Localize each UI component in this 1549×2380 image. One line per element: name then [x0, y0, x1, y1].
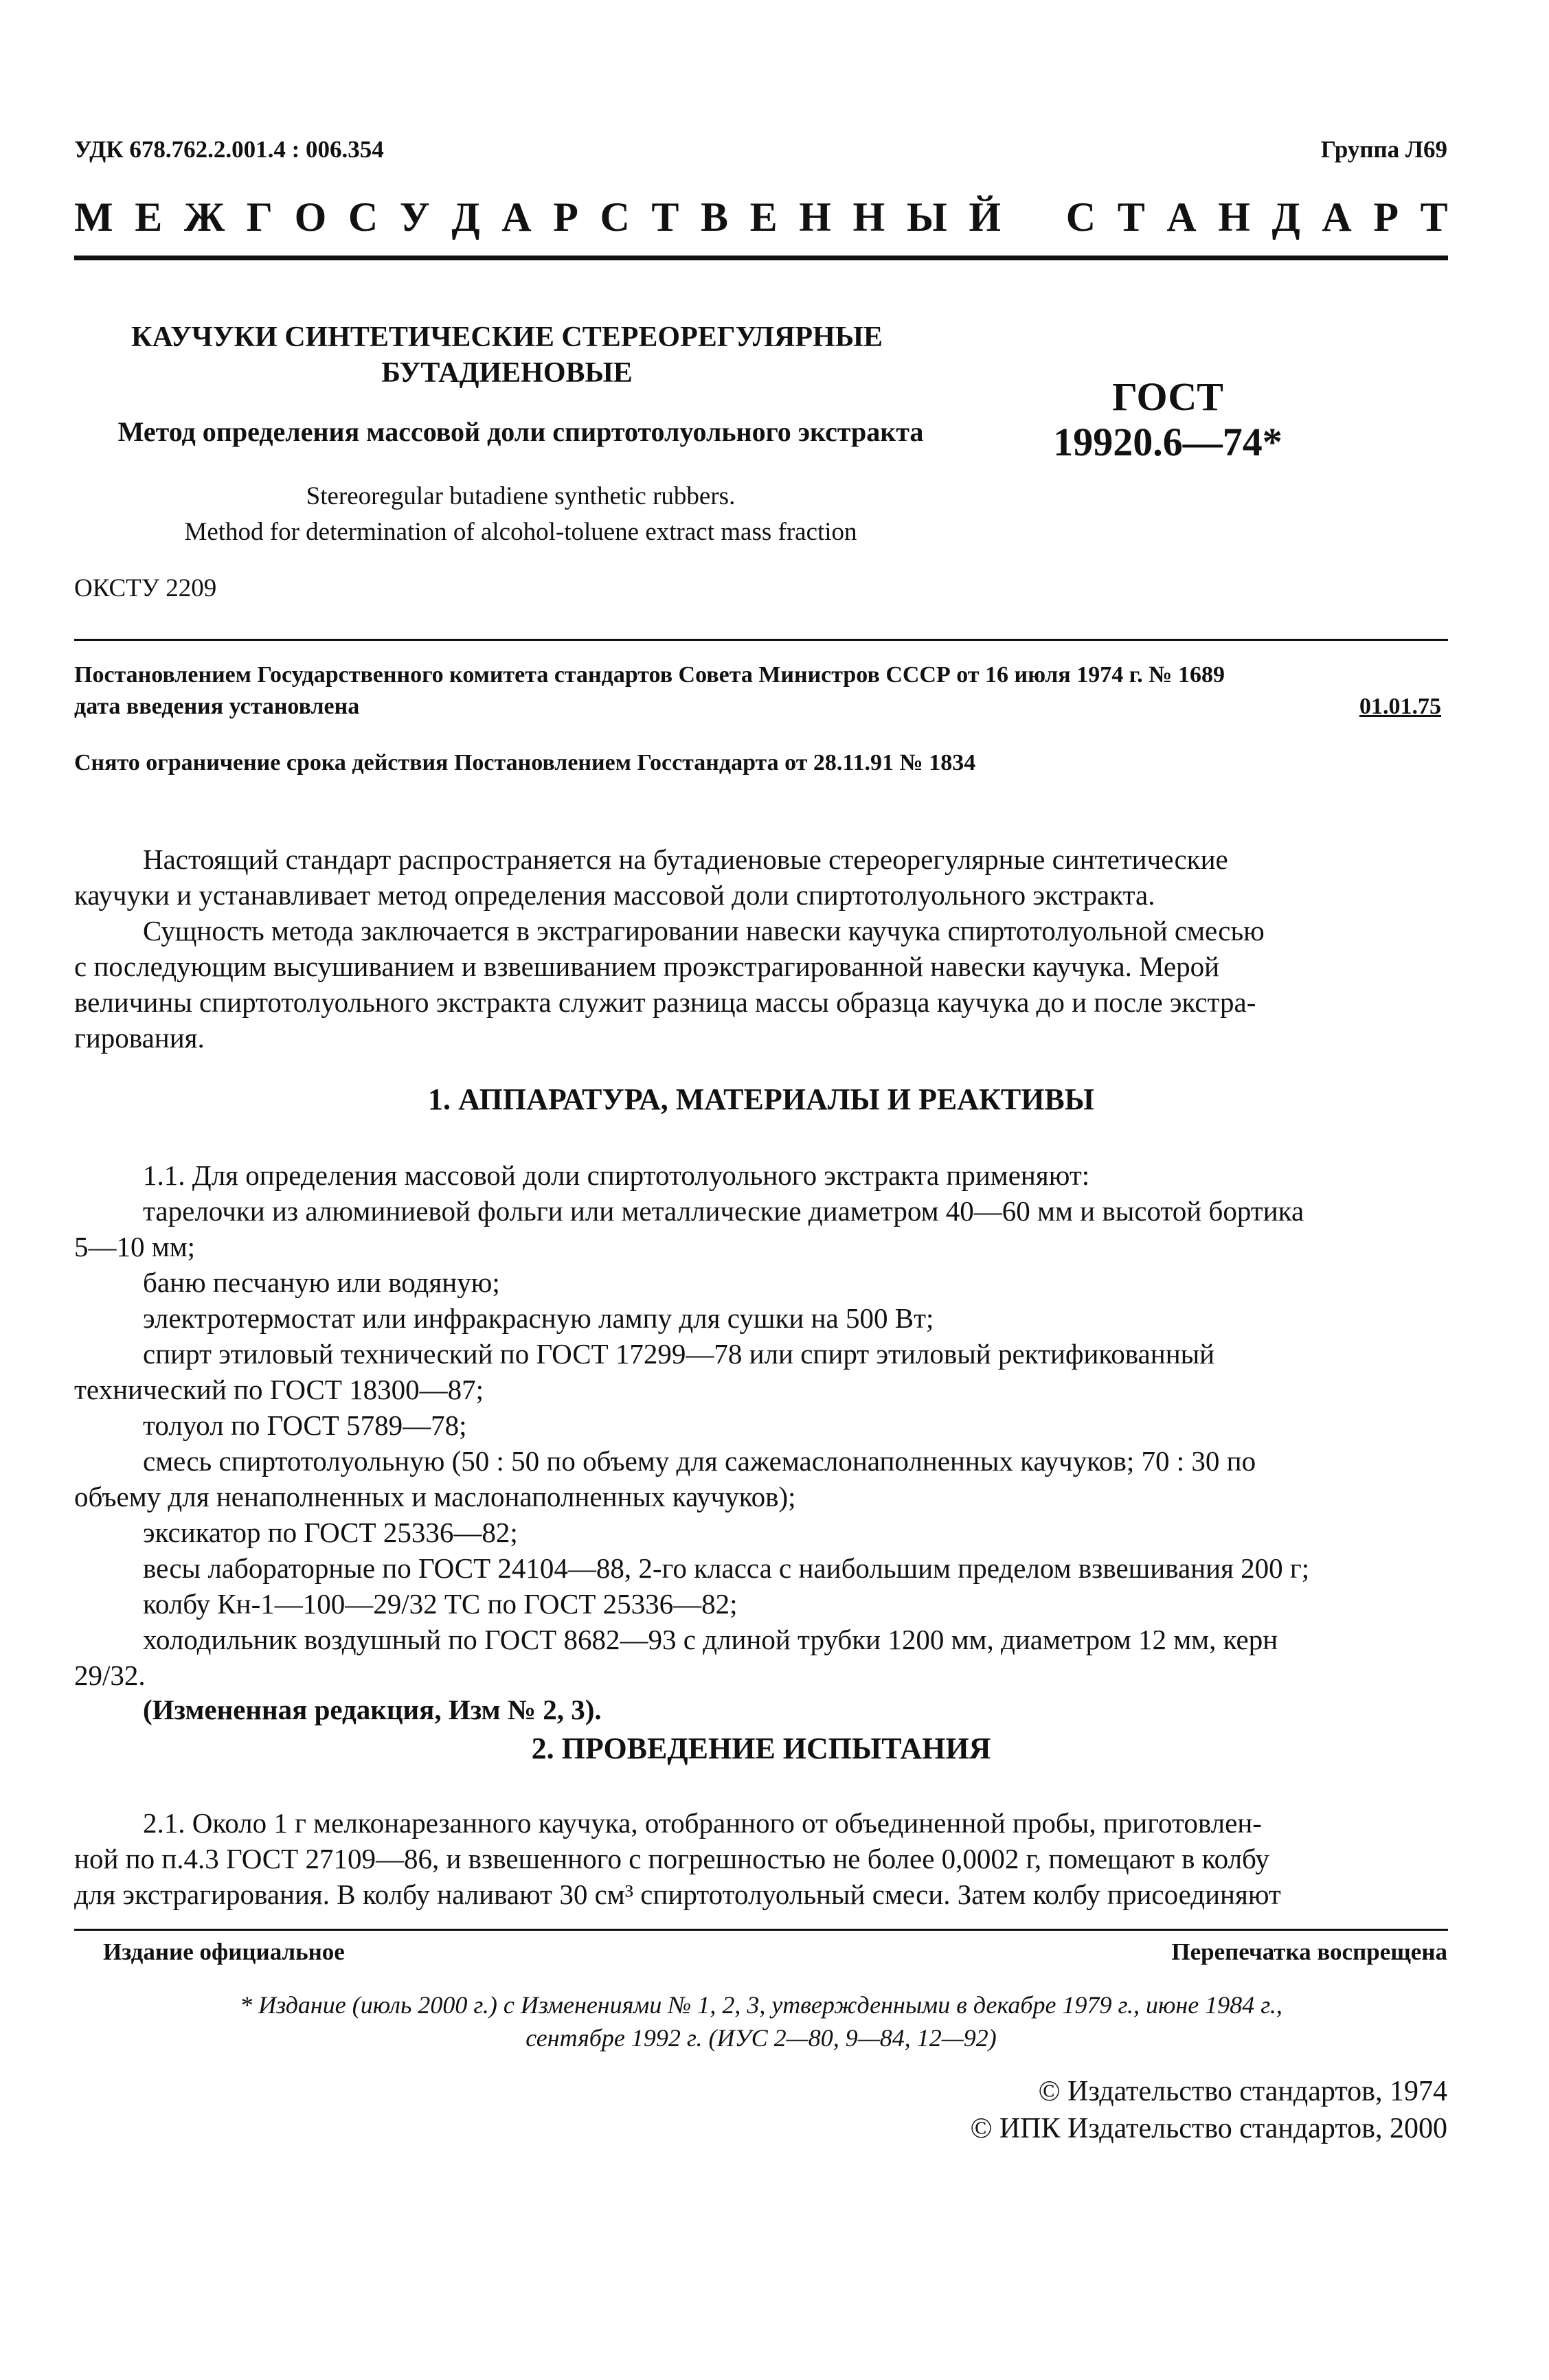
- section-1-line: 5—10 мм;: [74, 1231, 196, 1262]
- section-1-heading: 1. АППАРАТУРА, МАТЕРИАЛЫ И РЕАКТИВЫ: [428, 1083, 1094, 1116]
- section-1-line: тарелочки из алюминиевой фольги или металлические диаметром 40—60 мм и высотой бортика: [143, 1195, 1304, 1227]
- decree-line-2: [74, 691, 1448, 723]
- standard-kind-letter: Н: [1218, 194, 1250, 240]
- footer-divider: [74, 1929, 1448, 1931]
- section-2-line: ной по п.4.3 ГОСТ 27109—86, и взвешенного с погрешностью не более 0,0002 г, помещают в колбу: [74, 1843, 1269, 1874]
- standard-kind-letter: У: [399, 194, 430, 240]
- intro-p1-line-1: Настоящий стандарт распространяется на бутадиеновые стереорегулярные синтетические: [143, 843, 1228, 875]
- official-edition-label: Издание официальное: [103, 1938, 345, 1965]
- section-1-line: баню песчаную или водяную;: [143, 1267, 500, 1298]
- edition-note-line-2: сентябре 1992 г. (ИУС 2—80, 9—84, 12—92): [525, 2024, 997, 2052]
- intro-p2-line-2: с последующим высушиванием и взвешиванием проэкстрагированной навески каучука. Мерой: [74, 951, 1220, 982]
- standard-kind-letter: Д: [1271, 194, 1300, 240]
- method-title: Метод определения массовой доли спиртотолуольного экстракта: [117, 416, 924, 447]
- intro-p2-line-1: Сущность метода заключается в экстрагировании навески каучука спиртотолуольной смесью: [143, 915, 1265, 947]
- standard-kind-letter: М: [74, 194, 113, 240]
- section-2-body: [74, 1805, 1448, 1912]
- standard-kind-letter: Н: [852, 194, 885, 240]
- section-1-line: колбу Кн-1—100—29/32 ТС по ГОСТ 25336—82;: [143, 1588, 738, 1620]
- section-1-line: холодильник воздушный по ГОСТ 8682—93 с длиной трубки 1200 мм, диаметром 12 мм, керн: [143, 1624, 1278, 1655]
- standard-kind-letter: А: [1322, 194, 1352, 240]
- section-2-heading: 2. ПРОВЕДЕНИЕ ИСПЫТАНИЯ: [531, 1732, 991, 1765]
- section-2-line: для экстрагирования. В колбу наливают 30 см³ спиртотолуольный смеси. Затем колбу присоединяют: [74, 1879, 1281, 1910]
- standard-kind-letter: Н: [799, 194, 831, 240]
- standard-kind-letter: А: [1166, 194, 1197, 240]
- standard-kind-letter: В: [701, 194, 729, 240]
- copyright-line-2: © ИПК Издательство стандартов, 2000: [970, 2113, 1447, 2144]
- decree-block: [74, 659, 1448, 723]
- standard-kind-letter: Ы: [906, 194, 947, 240]
- section-1-line: весы лабораторные по ГОСТ 24104—88, 2-го класса с наибольшим пределом взвешивания 200 г;: [143, 1552, 1310, 1584]
- gost-number: 19920.6—74*: [1053, 420, 1282, 464]
- standard-kind-letter: Т: [1420, 194, 1448, 240]
- standard-kind-letter: Е: [135, 194, 163, 240]
- standard-kind-letter: Е: [749, 194, 778, 240]
- intro-p2-line-4: гирования.: [74, 1022, 205, 1054]
- english-title-line-2: Method for determination of alcohol-toluene extract mass fraction: [184, 518, 857, 546]
- standard-kind-letter: Р: [1373, 194, 1399, 240]
- section-1-line: электротермостат или инфракрасную лампу для сушки на 500 Вт;: [143, 1302, 934, 1334]
- title-line-1: КАУЧУКИ СИНТЕТИЧЕСКИЕ СТЕРЕОРЕГУЛЯРНЫЕ: [131, 321, 883, 353]
- udk-code: УДК 678.762.2.001.4 : 006.354: [74, 136, 384, 163]
- reprint-notice: Перепечатка воспрещена: [1171, 1938, 1447, 1965]
- group-code: Группа Л69: [1320, 136, 1447, 163]
- standard-kind-letter: О: [294, 194, 327, 240]
- english-title: [74, 479, 967, 550]
- standard-kind-letter: Д: [451, 194, 480, 240]
- decree-line-1: Постановлением Государственного комитета стандартов Совета Министров СССР от 16 июля 1974 г. № 1689: [74, 662, 1225, 688]
- section-1-line: технический по ГОСТ 18300—87;: [74, 1374, 484, 1405]
- title-block: [74, 319, 940, 391]
- copyright-line-1: © Издательство стандартов, 1974: [1038, 2076, 1447, 2107]
- title-line-2: БУТАДИЕНОВЫЕ: [381, 357, 633, 389]
- standard-kind-letter: С: [348, 194, 378, 240]
- section-1-amendment: (Измененная редакция, Изм № 2, 3).: [143, 1694, 602, 1725]
- decree-date-label: дата введения установлена: [74, 694, 360, 719]
- section-1-line: спирт этиловый технический по ГОСТ 17299—78 или спирт этиловый ректификованный: [143, 1338, 1215, 1370]
- oksty-code: ОКСТУ 2209: [74, 574, 217, 602]
- section-1-line: 1.1. Для определения массовой доли спиртотолуольного экстракта применяют:: [143, 1159, 1090, 1191]
- standard-kind-letter: Р: [553, 194, 578, 240]
- standard-kind-letter: Т: [651, 194, 679, 240]
- section-1-line: толуол по ГОСТ 5789—78;: [143, 1409, 467, 1441]
- intro-p1-line-2: каучуки и устанавливает метод определения массовой доли спиртотолуольного экстракта.: [74, 879, 1155, 911]
- section-1-line: смесь спиртотолуольную (50 : 50 по объему для сажемаслонаполненных каучуков; 70 : 30 по: [143, 1445, 1256, 1477]
- section-1-body: [74, 1157, 1448, 1693]
- edition-note: [74, 1988, 1448, 2054]
- standard-kind-heading: [74, 194, 1448, 241]
- gost-designation: [1017, 374, 1319, 465]
- section-1-line: эксикатор по ГОСТ 25336—82;: [143, 1517, 518, 1548]
- standard-kind-letter: Й: [969, 194, 1001, 240]
- standard-kind-letter: С: [1065, 194, 1096, 240]
- standard-kind-letter: Ж: [183, 194, 225, 240]
- standard-kind-letter: А: [501, 194, 532, 240]
- section-2-line: 2.1. Около 1 г мелконарезанного каучука, отобранного от объединенной пробы, приготовлен-: [143, 1807, 1262, 1839]
- header-double-rule: [74, 256, 1448, 260]
- decree-date-value: 01.01.75: [1359, 694, 1441, 719]
- standard-kind-letter: С: [600, 194, 630, 240]
- section-1-line: 29/32.: [74, 1659, 146, 1691]
- english-title-line-1: Stereoregular butadiene synthetic rubbers.: [306, 482, 736, 510]
- intro-paragraph-2: [74, 913, 1448, 1056]
- intro-p2-line-3: величины спиртотолуольного экстракта служит разница массы образца каучука до и после экстра-: [74, 986, 1256, 1018]
- standard-kind-letter: Г: [246, 194, 273, 240]
- copyright-block: [970, 2073, 1447, 2147]
- standard-kind-letter: Т: [1117, 194, 1145, 240]
- restriction-note: Снято ограничение срока действия Постановлением Госстандарта от 28.11.91 № 1834: [74, 750, 976, 775]
- intro-paragraph-1: [74, 841, 1448, 913]
- title-divider: [74, 639, 1448, 641]
- edition-note-line-1: * Издание (июль 2000 г.) с Изменениями № 1, 2, 3, утвержденными в декабре 1979 г., июне 1984 г.,: [240, 1991, 1282, 2019]
- section-1-line: объему для ненаполненных и маслонаполненных каучуков);: [74, 1481, 796, 1512]
- gost-label: ГОСТ: [1112, 374, 1223, 419]
